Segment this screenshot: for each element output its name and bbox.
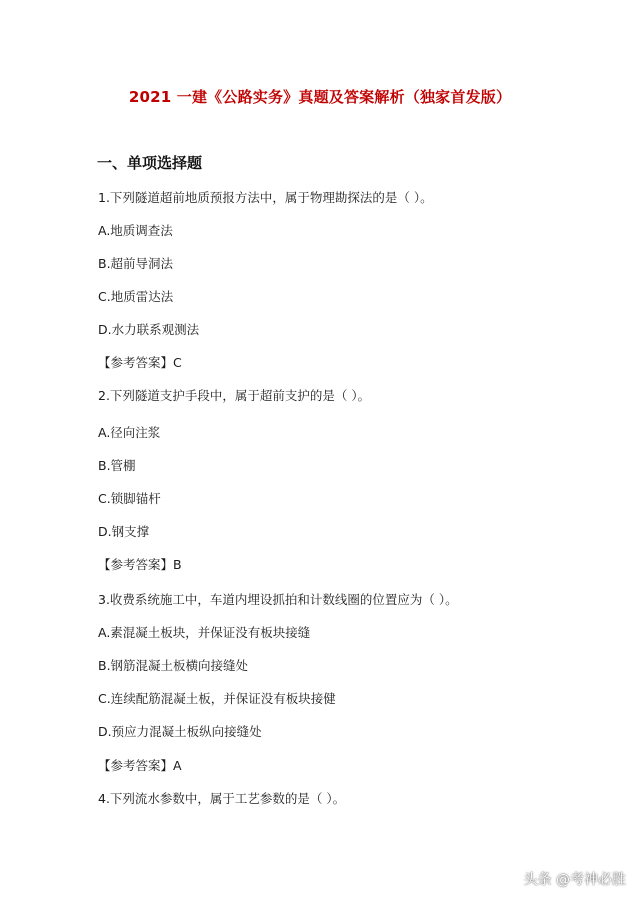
section-heading: 一、单项选择题 [97, 154, 203, 172]
question-1-option-c: C.地质雷达法 [98, 289, 174, 304]
question-3-option-c: C.连续配筋混凝土板，并保证没有板块接健 [98, 691, 336, 706]
question-2-option-a: A.径向注浆 [98, 425, 161, 440]
question-3-stem: 3.收费系统施工中，车道内埋设抓拍和计数线圈的位置应为（ ）。 [98, 592, 458, 607]
question-1-option-d: D.水力联系观测法 [98, 322, 200, 337]
question-2-option-c: C.锁脚锚杆 [98, 491, 161, 506]
question-2-option-d: D.钢支撑 [98, 524, 150, 539]
watermark: 头条 @考神必胜 [523, 872, 626, 888]
question-1-option-b: B.超前导洞法 [98, 256, 174, 271]
question-2-stem: 2.下列隧道支护手段中，属于超前支护的是（ ）。 [98, 388, 371, 403]
question-2-answer: 【参考答案】B [98, 557, 182, 572]
question-4-stem: 4.下列流水参数中，属于工艺参数的是（ ）。 [98, 791, 346, 806]
question-3-option-a: A.素混凝土板块，并保证没有板块接缝 [98, 625, 311, 640]
document-title: 2021 一建《公路实务》真题及答案解析（独家首发版） [128, 88, 512, 106]
question-3-option-b: B.钢筋混凝土板横向接缝处 [98, 658, 249, 673]
question-3-option-d: D.预应力混凝土板纵向接缝处 [98, 724, 262, 739]
question-1-stem: 1.下列隧道超前地质预报方法中，属于物理勘探法的是（ ）。 [98, 190, 433, 205]
question-1-option-a: A.地质调查法 [98, 223, 173, 238]
question-2-option-b: B.管棚 [98, 458, 136, 473]
question-3-answer: 【参考答案】A [98, 758, 182, 773]
question-1-answer: 【参考答案】C [98, 355, 182, 370]
